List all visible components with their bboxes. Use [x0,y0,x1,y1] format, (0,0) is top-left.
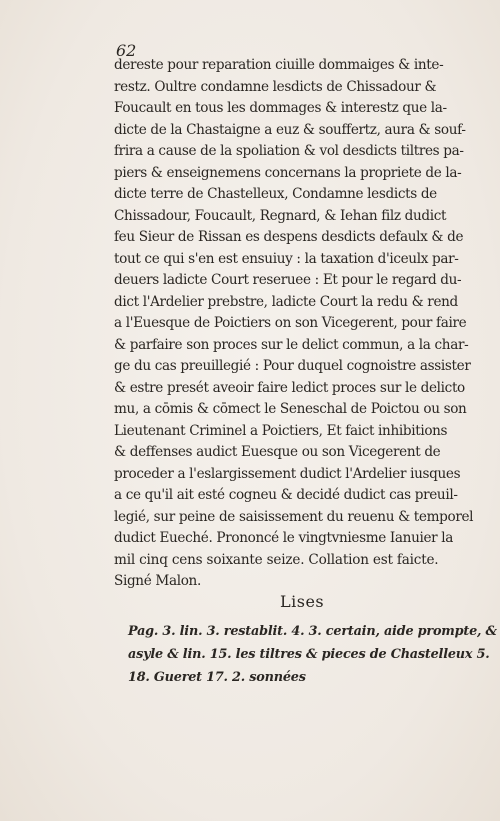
text-line: Chissadour, Foucault, Regnard, & Iehan filz dudict [114,207,447,224]
text-line: dict l'Ardelier prebstre, ladicte Court la redu & rend [114,293,458,310]
text-line: Foucault en tous les dommages & interestz que la- [114,100,447,116]
text-line: Lieutenant Criminel a Poictiers, Et faict inhibitions [114,422,448,439]
text-line: a ce qu'il ait esté cogneu & decidé dudict cas preuil- [114,487,458,503]
signature-line: Signé Malon. [114,573,201,589]
text-line: dicte terre de Chastelleux, Condamne lesdicts de [114,186,437,202]
text-line: dudict Eueché. Prononcé le vingtvniesme Ianuier la [114,530,454,546]
page-number: 62 [116,41,137,60]
text-line: restz. Oultre condamne lesdicts de Chissadour & [114,78,437,95]
text-line: frira a cause de la spoliation & vol desdicts tiltres pa- [114,143,464,159]
text-line: & deffenses audict Euesque ou son Vicegerent de [114,444,441,460]
text-line: proceder a l'eslargissement dudict l'Ardelier iusques [114,465,461,482]
text-line: legié, sur peine de saisissement du reuenu & temporel [114,508,474,525]
body-text [114,55,490,593]
errata-line: 18. Gueret 17. 2. sonnées [128,670,306,685]
text-line: ge du cas preuillegié : Pour duquel cognoistre assister [114,358,471,374]
errata-list [128,620,497,689]
errata-heading: Lises [280,592,325,611]
text-line: feu Sieur de Rissan es despens desdicts defaulx & de [114,229,464,245]
text-line: dereste pour reparation ciuille dommaiges & inte- [114,57,444,73]
errata-line: asyle & lin. 15. les tiltres & pieces de Chastelleux 5. [128,647,490,662]
text-line: & parfaire son proces sur le delict commun, a la char- [114,336,469,353]
text-line: mil cinq cens soixante seize. Collation est faicte. [114,551,439,568]
text-line: a l'Euesque de Poictiers on son Vicegerent, pour faire [114,315,467,331]
errata-line: Pag. 3. lin. 3. restablit. 4. 3. certain, aide prompte, & [128,624,497,639]
text-line: tout ce qui s'en est ensuiuy : la taxation d'iceulx par- [114,250,459,267]
text-line: deuers ladicte Court reseruee : Et pour le regard du- [114,272,462,288]
text-line: dicte de la Chastaigne a euz & souffertz, aura & souf- [114,121,466,138]
text-line: mu, a cōmis & cōmect le Seneschal de Poictou ou son [114,401,467,417]
text-line: & estre presét aveoir faire ledict proces sur le delicto [114,379,465,396]
text-line: piers & enseignemens concernans la propriete de la- [114,164,462,181]
